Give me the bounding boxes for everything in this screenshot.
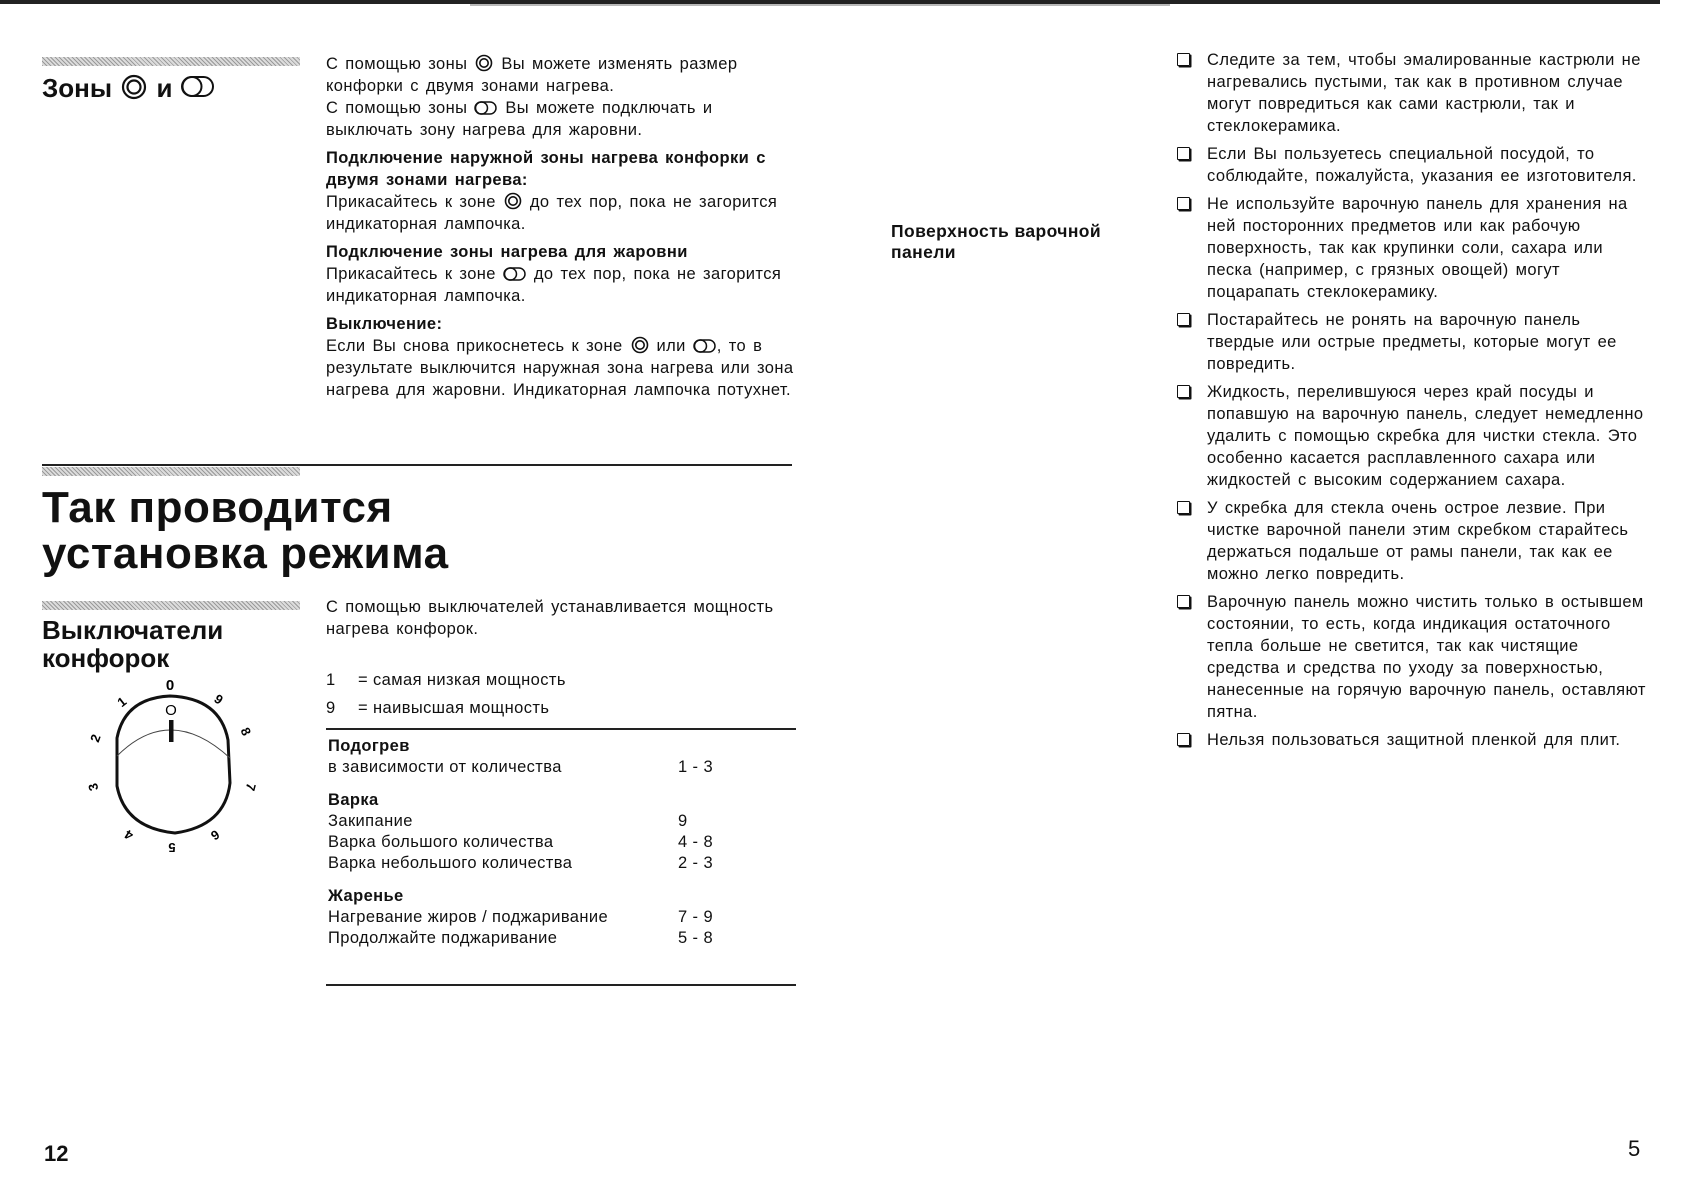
- text: Вы можете подключать и выключать зону нагрева для жаровни.: [326, 99, 713, 139]
- text: , то в результате выключится наружная зона нагрева или зона нагрева для жаровни. Индикаторная лампочка потухнет.: [326, 337, 794, 399]
- care-instruction-item: [1177, 381, 1652, 491]
- section-divider: [42, 464, 792, 466]
- checkbox-bullet-icon: [1177, 385, 1190, 398]
- care-instruction-text: Не используйте варочную панель для хранения на ней посторонних предметов или как рабочую поверхность, так как крупинки соли, сахара или песка (например, с грязных овощей) могут поцарапать стеклокерамику.: [1207, 195, 1628, 301]
- care-instruction-text: Постарайтесь не ронять на варочную панель твердые или острые предметы, которые могут ее повредить.: [1207, 311, 1617, 373]
- zones-section-title: [42, 74, 216, 102]
- dial-scale-number: 6: [208, 826, 223, 844]
- text: Прикасайтесь к зоне: [326, 193, 496, 211]
- settings-row: [328, 811, 788, 832]
- text: Если Вы снова прикоснетесь к зоне: [326, 337, 623, 355]
- top-border-shadow: [470, 4, 1170, 6]
- zones-paragraph: [326, 97, 796, 141]
- page-number-right: 5: [1628, 1136, 1641, 1161]
- legend-num: 9: [326, 699, 336, 717]
- knob-indicator-mark: [169, 720, 174, 742]
- setting-value: 7 - 9: [678, 908, 714, 926]
- care-instruction-item: [1177, 729, 1652, 751]
- roaster-zone-icon: [693, 338, 717, 354]
- outer-zone-text: [326, 191, 796, 235]
- dial-off-mark: 0: [165, 678, 175, 694]
- dial-scale-number: 5: [168, 840, 176, 855]
- table-bottom-rule: [326, 984, 796, 986]
- settings-group-name: Жаренье: [328, 887, 404, 905]
- dial-scale-number: 9: [211, 690, 226, 708]
- care-instruction-item: [1177, 309, 1652, 375]
- control-knob-dial-illustration: [80, 678, 280, 858]
- care-instruction-text: У скребка для стекла очень острое лезвие. При чистке варочной панели этим скребком старайтесь держаться подальше от рамы панели, так как ее можно легко повредить.: [1207, 499, 1629, 583]
- section-hatch-bar: [42, 467, 300, 476]
- section-hatch-bar: [42, 601, 300, 610]
- main-title-line: установка режима: [42, 529, 449, 578]
- dial-scale-number: 2: [87, 732, 104, 745]
- settings-group-header: [328, 736, 788, 757]
- care-instruction-text: Варочную панель можно чистить только в остывшем состоянии, то есть, когда индикация остаточного тепла больше не светится, так как чистящие средства и средства по уходу за поверхностью, нанесенные на горячую варочную панель, оставляют пятна.: [1207, 593, 1646, 721]
- main-title-line: Так проводится: [42, 483, 393, 532]
- text: до тех пор, пока не загорится индикаторная лампочка.: [326, 265, 782, 305]
- care-instruction-item: [1177, 193, 1652, 303]
- section-hatch-bar: [42, 57, 300, 66]
- setting-label: Варка небольшого количества: [328, 854, 573, 872]
- power-legend: [326, 666, 566, 722]
- setting-value: 4 - 8: [678, 833, 714, 851]
- page-number-left: 12: [44, 1141, 69, 1166]
- legend-text: = наивысшая мощность: [358, 699, 550, 717]
- switches-intro: С помощью выключателей устанавливается мощность нагрева конфорок.: [326, 598, 774, 638]
- legend-row: [326, 666, 566, 694]
- off-text: [326, 335, 796, 401]
- text: до тех пор, пока не загорится индикаторная лампочка.: [326, 193, 778, 233]
- settings-table-wrapper: [328, 736, 788, 949]
- main-title: [42, 485, 449, 577]
- roaster-zone-icon: [474, 100, 498, 116]
- care-instruction-item: [1177, 143, 1652, 187]
- checkbox-bullet-icon: [1177, 53, 1190, 66]
- surface-heading: Поверхность варочной панели: [891, 221, 1102, 262]
- checkbox-bullet-icon: [1177, 595, 1190, 608]
- setting-value: 9: [678, 812, 688, 830]
- checkbox-bullet-icon: [1177, 313, 1190, 326]
- switches-section-title: [42, 616, 223, 672]
- care-instruction-text: Жидкость, перелившуюся через край посуды и попавшую на варочную панель, следует немедленно удалить с помощью скребка для чистки стекла. Это особенно касается расплавленного сахара или жидкостей с высоким содержанием сахара.: [1207, 383, 1644, 489]
- setting-value: 2 - 3: [678, 854, 714, 872]
- care-instruction-item: [1177, 497, 1652, 585]
- switches-title-line: конфорок: [42, 643, 170, 673]
- care-instruction-text: Следите за тем, чтобы эмалированные кастрюли не нагревались пустыми, так как в противном случае могут повредиться как сами кастрюли, так и стеклокерамика.: [1207, 51, 1641, 135]
- care-instructions-list: [1177, 49, 1652, 757]
- roaster-heading: Подключение зоны нагрева для жаровни: [326, 243, 688, 261]
- settings-group-name: Варка: [328, 791, 379, 809]
- care-instruction-text: Нельзя пользоваться защитной пленкой для плит.: [1207, 731, 1621, 749]
- dial-scale-number: 7: [242, 781, 259, 793]
- settings-group-header: [328, 778, 788, 811]
- dual-ring-zone-icon: [630, 336, 650, 354]
- settings-table: [328, 736, 788, 949]
- care-instruction-item: [1177, 49, 1652, 137]
- dual-ring-zone-icon: [503, 192, 523, 210]
- dial-scale-number: 1: [114, 693, 130, 710]
- checkbox-bullet-icon: [1177, 501, 1190, 514]
- checkbox-bullet-icon: [1177, 197, 1190, 210]
- zones-section-body: [326, 53, 796, 401]
- dial-scale-number: 8: [237, 725, 255, 738]
- settings-group-header: [328, 874, 788, 907]
- dual-ring-zone-icon: [474, 54, 494, 72]
- outer-zone-heading: Подключение наружной зоны нагрева конфорки с двумя зонами нагрева:: [326, 149, 766, 189]
- switches-title-line: Выключатели: [42, 615, 224, 645]
- knob-label: O: [165, 702, 177, 719]
- setting-value: 5 - 8: [678, 929, 714, 947]
- care-instruction-text: Если Вы пользуетесь специальной посудой, то соблюдайте, пожалуйста, указания ее изготовителя.: [1207, 145, 1637, 185]
- legend-text: = самая низкая мощность: [358, 671, 566, 689]
- roaster-zone-icon: [503, 266, 527, 282]
- settings-row: [328, 928, 788, 949]
- setting-value: 1 - 3: [678, 758, 714, 776]
- checkbox-bullet-icon: [1177, 733, 1190, 746]
- setting-label: Нагревание жиров / поджаривание: [328, 908, 609, 926]
- setting-label: Закипание: [328, 812, 413, 830]
- zones-paragraph: [326, 53, 796, 97]
- text: С помощью зоны: [326, 55, 468, 73]
- zones-title-text: Зоны: [42, 73, 113, 103]
- roaster-zone-icon: [180, 74, 216, 100]
- text: или: [656, 337, 686, 355]
- text: С помощью зоны: [326, 99, 468, 117]
- setting-label: Варка большого количества: [328, 833, 554, 851]
- off-heading: Выключение:: [326, 315, 443, 333]
- settings-row: [328, 853, 788, 874]
- checkbox-bullet-icon: [1177, 147, 1190, 160]
- care-instruction-item: [1177, 591, 1652, 723]
- settings-row: [328, 757, 788, 778]
- legend-num: 1: [326, 671, 336, 689]
- dual-ring-zone-icon: [119, 74, 149, 100]
- roaster-text: [326, 263, 796, 307]
- dial-scale-number: 3: [85, 781, 102, 793]
- settings-row: [328, 832, 788, 853]
- setting-label: Продолжайте поджаривание: [328, 929, 558, 947]
- setting-label: в зависимости от количества: [328, 758, 562, 776]
- settings-group-name: Подогрев: [328, 737, 410, 755]
- zones-title-and: и: [156, 73, 173, 103]
- legend-row: [326, 694, 566, 722]
- text: Прикасайтесь к зоне: [326, 265, 496, 283]
- settings-row: [328, 907, 788, 928]
- table-top-rule: [326, 728, 796, 730]
- text: Вы можете изменять размер конфорки с двумя зонами нагрева.: [326, 55, 738, 95]
- dial-scale-number: 4: [121, 826, 136, 844]
